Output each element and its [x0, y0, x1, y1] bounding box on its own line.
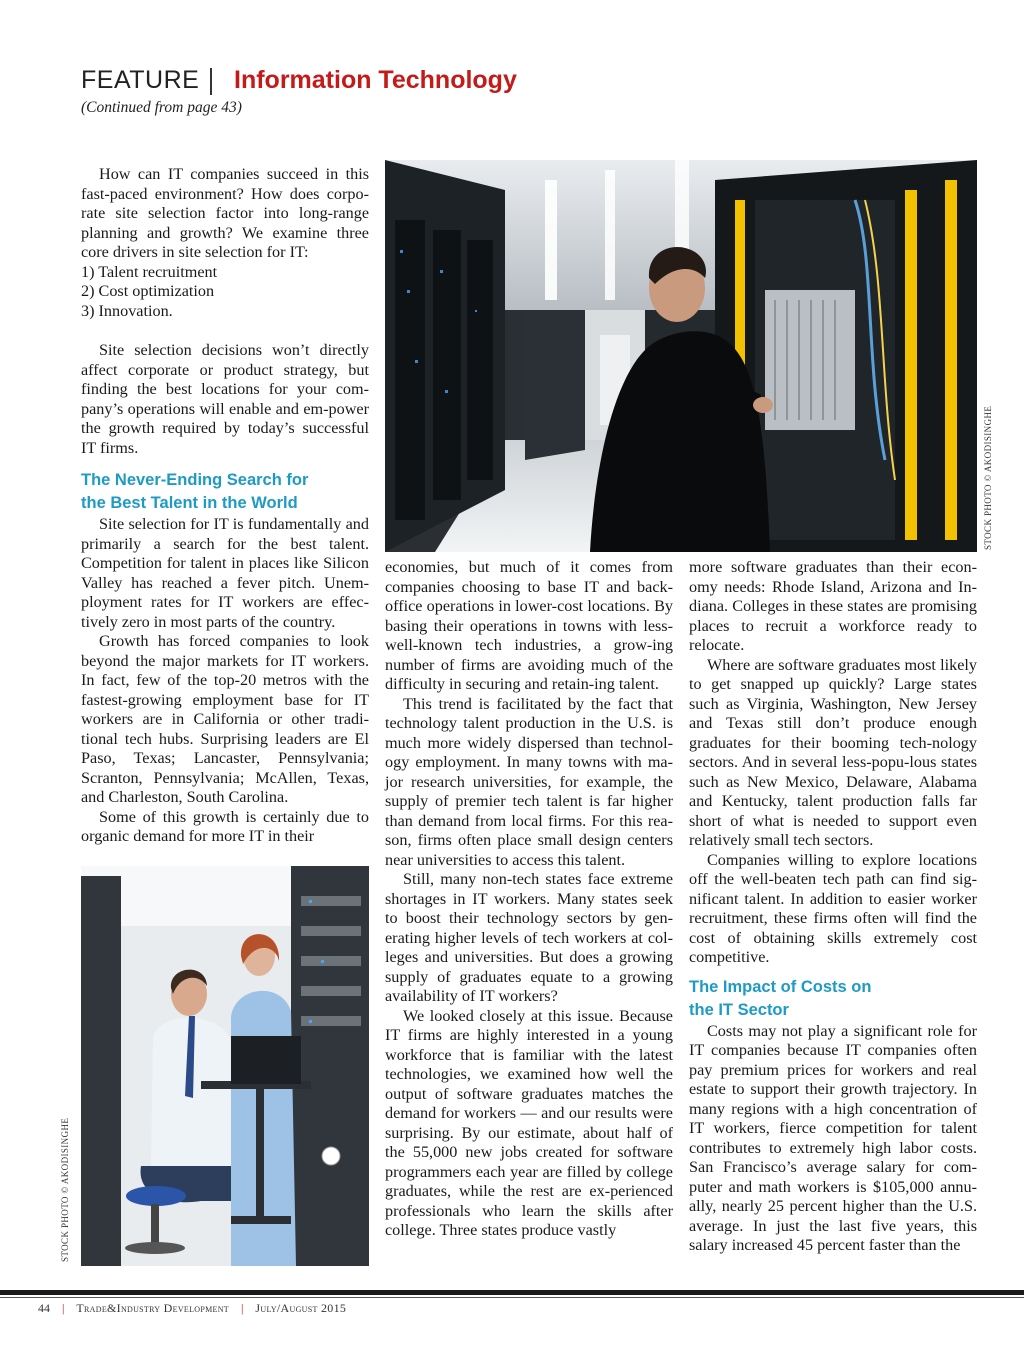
issue-date: July/August 2015: [255, 1301, 347, 1315]
page-number: 44: [38, 1301, 50, 1315]
server-room-illustration: [385, 160, 977, 552]
section-label: FEATURE: [81, 66, 200, 94]
subhead-costs-line-2: the IT Sector: [689, 1000, 789, 1019]
footer-rule-thin: [0, 1297, 1024, 1298]
paragraph: Companies willing to explore locations off the well-beaten tech path can find sig-nificant talent. In addition to easier worker recruitment, these firms often will find the cost of obtaining skills extremely cost competitive.: [689, 850, 977, 966]
spacer: [689, 968, 977, 976]
column-1-upper: [81, 165, 369, 458]
footer-separator: |: [240, 1301, 244, 1315]
subhead-talent-line-2: the Best Talent in the World: [81, 494, 298, 512]
paragraph: Site selection decisions won’t directly affect corporate or product strategy, but finding the best locations for your com-pany’s operations will enable and em-power the growth required by today’s successful IT firms.: [81, 341, 369, 457]
magazine-name: Trade&Industry Development: [76, 1301, 229, 1315]
section-topic: Information Technology: [234, 66, 517, 94]
technicians-photo: [81, 866, 369, 1266]
page-footer: [38, 1301, 346, 1316]
footer-rule: [0, 1290, 1024, 1295]
paragraph: Still, many non-tech states face extreme shortages in IT workers. Many states seek to boost their technology sectors by gen-erating higher levels of tech workers at col-leges and universities. But does a growing supply of graduates equate to a growing availability of IT workers?: [385, 870, 673, 1005]
paragraph: Some of this growth is certainly due to organic demand for more IT in their: [81, 807, 369, 845]
paragraph: economies, but much of it comes from companies choosing to base IT and back-office operations in lower-cost locations. By basing their operations in towns with less-well-known tech industries, a grow-ing number of firms are avoiding much of the difficulty in securing and retain-ing talent.: [385, 558, 673, 693]
subhead-costs-line-1: The Impact of Costs on: [689, 977, 872, 996]
paragraph: We looked closely at this issue. Because IT firms are highly interested in a young workforce that is familiar with the latest technologies, we examined how well the output of software graduates matches the demand for workers — and our results were surprising. By our estimate, about half of the 55,000 new jobs created for software programmers each year are filled by college graduates, while the rest are ex-perienced professionals who learn the skills after college. Three states produce vastly: [385, 1006, 673, 1239]
paragraph: Costs may not play a significant role for IT companies because IT companies often pay premium prices for workers and real estate to support their growth trajectory. In many regions with a high concentration of IT workers, fierce competition for talent contributes to extremely high labor costs. San Francisco’s average salary for com-puter and math workers is $105,000 annu-ally, nearly 25 percent higher than the U.S. average. In just the last five years, this salary increased 45 percent faster than the: [689, 1021, 977, 1254]
list-item: 2) Cost optimization: [81, 282, 215, 300]
technicians-illustration: [81, 866, 369, 1266]
photo-credit-top: STOCK PHOTO © AKODISINGHE: [983, 405, 993, 550]
column-2: [385, 558, 673, 1241]
paragraph: This trend is facilitated by the fact that technology talent production in the U.S. is much more widely dispersed than technol-ogy employment. In many towns with ma-jor research universities, for example, the supply of premier tech talent is far higher than demand from local firms. For this rea-son, firms often place small design centers near universities to access this talent.: [385, 694, 673, 869]
paragraph: Site selection for IT is fundamentally and primarily a search for the best talent. Competition for talent in places like Silicon Valley has reached a fever pitch. Unem-ployment rates for IT workers are effec-tively zero in most parts of the country.: [81, 515, 369, 631]
column-1-lower: [81, 469, 369, 847]
paragraph: more software graduates than their econ-omy needs: Rhode Island, Arizona and In-diana. Colleges in these states are promising places to recruit a workforce ready to relocate.: [689, 558, 977, 654]
spacer: [81, 321, 369, 341]
paragraph: Growth has forced companies to look beyond the major markets for IT workers. In fact, few of the top-20 metros with the fastest-growing employment base for IT workers are in California or other tradi-tional tech hubs. Surprising leaders are El Paso, Texas; Lancaster, Pennsylvania; Scranton, Pennsylvania; McAllen, Texas, and Charleston, South Carolina.: [81, 632, 369, 806]
list-item: 3) Innovation.: [81, 301, 173, 320]
continued-note: (Continued from page 43): [81, 99, 242, 116]
footer-separator: |: [62, 1301, 65, 1315]
photo-credit-bottom: STOCK PHOTO © AKODISINGHE: [60, 1117, 70, 1262]
server-room-photo: [385, 160, 977, 552]
subhead-talent-line-1: The Never-Ending Search for: [81, 471, 309, 489]
header-divider: [210, 68, 212, 95]
paragraph: How can IT companies succeed in this fast-paced environment? How does corpo-rate site selection factor into long-range planning and growth? We examine three core drivers in site selection for IT:: [81, 165, 369, 261]
paragraph: Where are software graduates most likely to get snapped up quickly? Large states such as Virginia, Washington, New Jersey and Texas still don’t produce enough graduates for their booming tech-nology sectors. And in several less-popu-lous states such as New Mexico, Delaware, Alabama and Kentucky, talent production falls far short of what is needed to support even relatively small tech sectors.: [689, 655, 977, 849]
list-item: 1) Talent recruitment: [81, 262, 218, 281]
column-3: [689, 558, 977, 1256]
